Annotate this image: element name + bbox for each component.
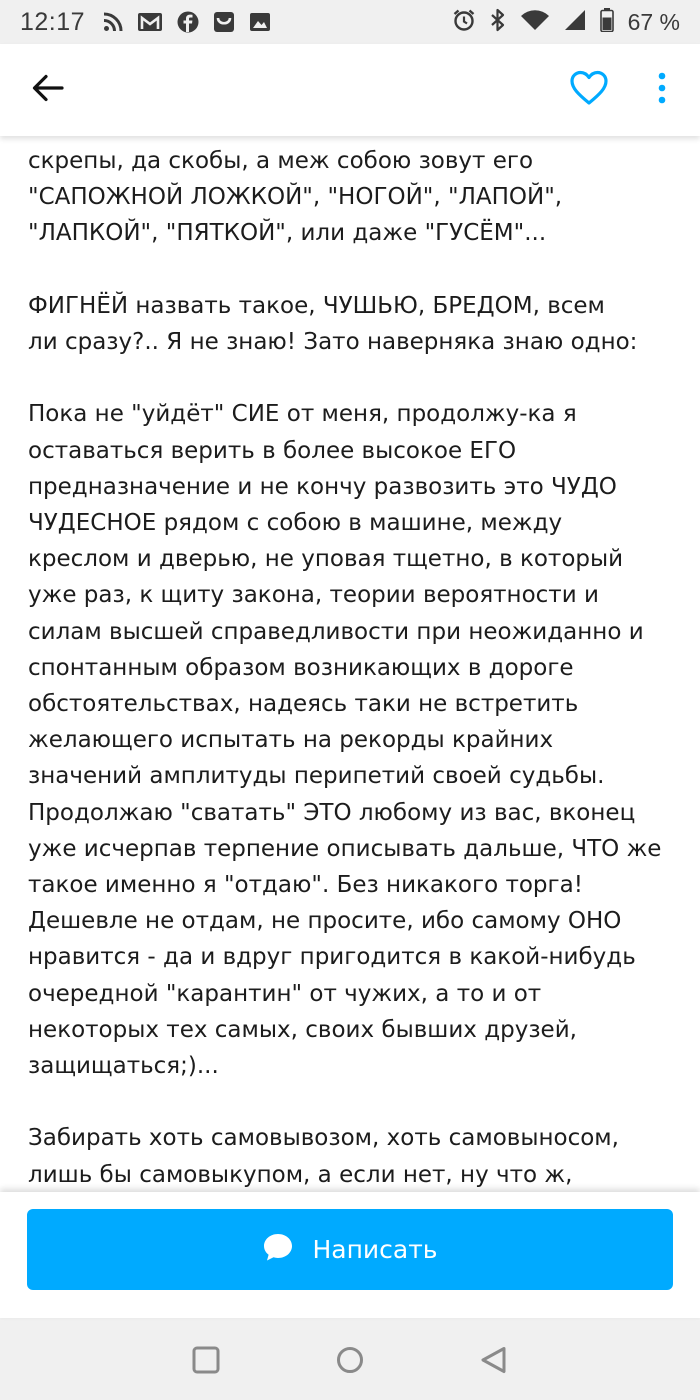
heart-outline-icon <box>569 70 609 111</box>
write-message-button[interactable] <box>27 1209 673 1290</box>
app-bar <box>0 44 700 136</box>
nav-home-button[interactable] <box>320 1332 380 1392</box>
nav-back-button[interactable] <box>464 1332 524 1392</box>
write-button-label: Написать <box>312 1235 438 1264</box>
arrow-left-icon <box>32 74 64 107</box>
alarm-icon <box>452 8 476 37</box>
wifi-icon <box>520 9 550 36</box>
favorite-button[interactable] <box>566 68 612 112</box>
back-triangle-icon <box>479 1345 509 1380</box>
more-vertical-icon <box>658 72 666 109</box>
status-system-icons <box>452 8 680 37</box>
gmail-icon <box>137 12 163 32</box>
inbox-icon <box>213 11 235 33</box>
listing-content[interactable] <box>0 136 700 1192</box>
back-button[interactable] <box>26 68 70 112</box>
battery-icon <box>600 8 614 37</box>
recents-square-icon <box>191 1345 221 1380</box>
facebook-icon <box>177 11 199 33</box>
more-options-button[interactable] <box>646 68 678 112</box>
action-bar <box>0 1192 700 1318</box>
bluetooth-icon <box>490 8 506 37</box>
system-navigation-bar <box>0 1318 700 1400</box>
nav-recents-button[interactable] <box>176 1332 236 1392</box>
battery-percent: 67 % <box>627 8 680 35</box>
listing-description: скрепы, да скобы, а меж собою зовут его "САПОЖНОЙ ЛОЖКОЙ", "НОГОЙ", "ЛАПОЙ", "ЛАПКОЙ", "ПЯТКОЙ", или даже "ГУСЁМ"... ФИГНЁЙ назвать такое, ЧУШЬЮ, БРЕДОМ, всем ли сразу?.. Я не знаю! Зато наверняка знаю одно: Пока не "уйдёт" СИЕ от меня, продолжу-ка я оставаться верить в более высокое ЕГО предназначение и не кончу развозить это ЧУДО ЧУДЕСНОЕ рядом с собою в машине, между креслом и дверью, не уповая тщетно, в который уже раз, к щиту закона, теории вероятности и силам высшей справедливости при неожиданно и спонтанным образом возникающих в дороге обстоятельствах, надеясь таки не встретить желающего испытать на рекорды крайних значений амплитуды перипетий своей судьбы. Продолжаю "сватать" ЭТО любому из вас, вконец уже исчерпав терпение описывать дальше, ЧТО же такое именно я "отдаю". Без никакого торга! Дешевле не отдам, не просите, ибо самому ОНО нравится - да и вдруг пригодится в какой-нибудь очередной "карантин" от чужих, а то и от некоторых тех самых, своих бывших друзей, защищаться;)... Забирать хоть самовывозом, хоть самовыносом, лишь бы самовыкупом, а если нет, ну что ж, <box>28 148 662 1188</box>
chat-bubble-icon <box>262 1232 294 1267</box>
image-icon <box>249 12 271 32</box>
status-notification-icons <box>103 11 271 33</box>
status-time: 12:17 <box>20 7 86 36</box>
rss-icon <box>103 12 123 32</box>
status-bar <box>0 0 700 44</box>
home-circle-icon <box>335 1345 365 1380</box>
signal-icon <box>564 9 586 36</box>
